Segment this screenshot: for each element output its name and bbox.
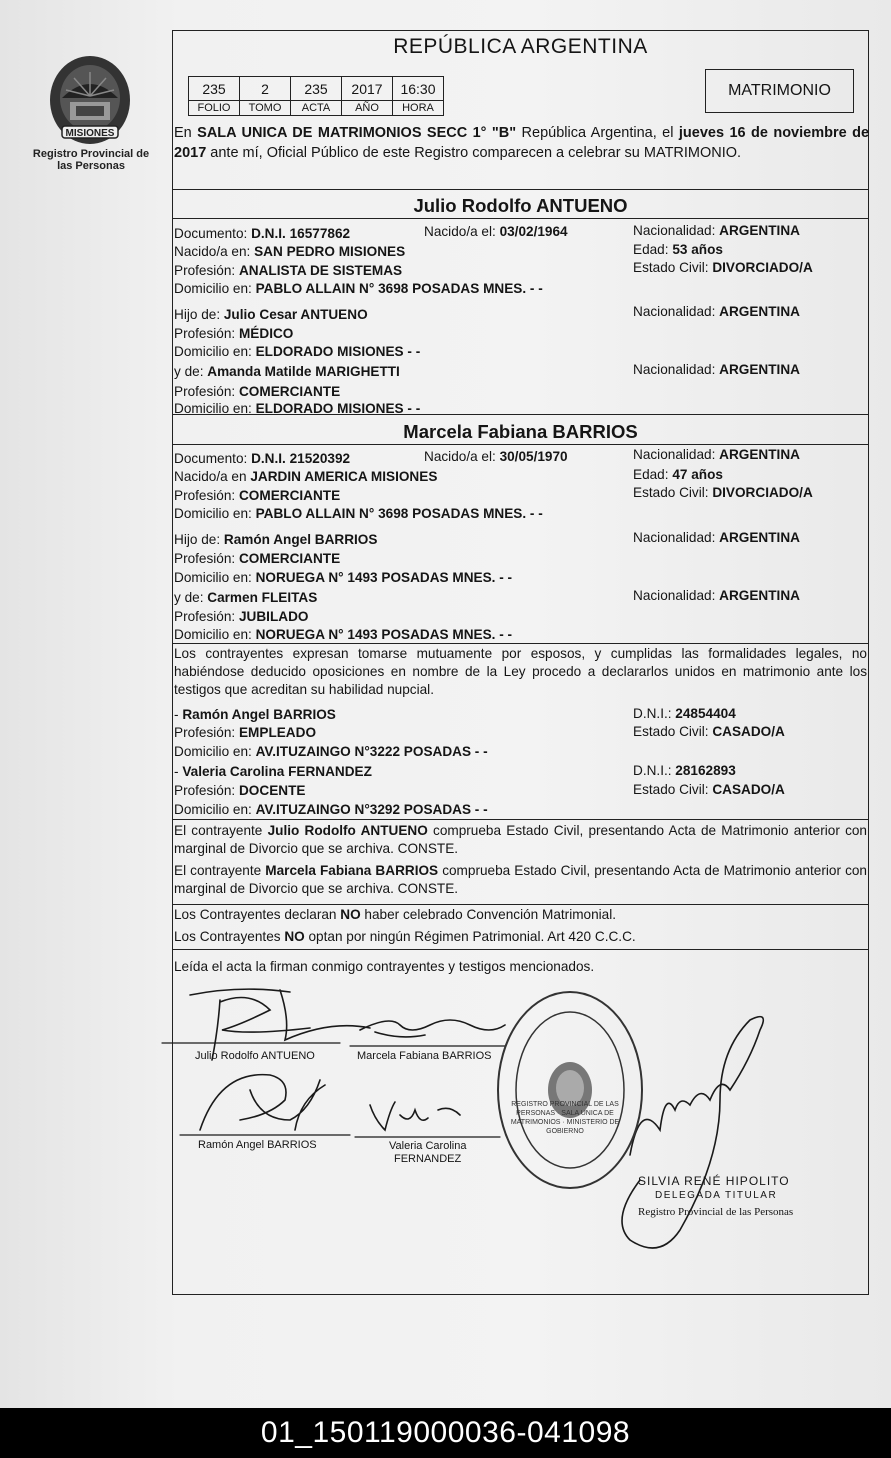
- bride-father-nationality: Nacionalidad: ARGENTINA: [633, 530, 800, 545]
- groom-mother-profession: Profesión: COMERCIANTE: [174, 384, 341, 399]
- logo-caption: Registro Provincial de las Personas: [32, 148, 150, 172]
- official-role: DELEGADA TITULAR: [655, 1190, 778, 1201]
- witness-1-civil-status: Estado Civil: CASADO/A: [633, 724, 785, 739]
- intro-text: En: [174, 125, 198, 141]
- bride-father-profession: Profesión: COMERCIANTE: [174, 551, 341, 566]
- groom-mother: y de: Amanda Matilde MARIGHETTI: [174, 364, 400, 379]
- patrimonial-regime-note: Los Contrayentes NO optan por ningún Régimen Patrimonial. Art 420 C.C.C.: [174, 929, 636, 944]
- groom-civil-status-note: El contrayente Julio Rodolfo ANTUENO comprueba Estado Civil, presentando Acta de Matrimonio anterior con marginal de Divorcio que se archiva. CONSTE.: [174, 823, 867, 856]
- groom-profession: Profesión: ANALISTA DE SISTEMAS: [174, 263, 403, 278]
- witness-1-dni: D.N.I.: 24854404: [633, 706, 736, 721]
- official-name: SILVIA RENÉ HIPOLITO: [638, 1174, 790, 1188]
- document-barcode-id: 01_150119000036-041098: [0, 1408, 891, 1458]
- witness-2-profession: Profesión: DOCENTE: [174, 783, 306, 798]
- groom-father-profession: Profesión: MÉDICO: [174, 326, 294, 341]
- divider: [172, 904, 869, 905]
- divider: [172, 189, 869, 190]
- reference-table: [188, 76, 444, 116]
- signature-label-witness-2-surname: FERNANDEZ: [394, 1153, 462, 1165]
- intro-text: República Argentina, el: [516, 125, 679, 141]
- bride-profession: Profesión: COMERCIANTE: [174, 488, 341, 503]
- bride-address: Domicilio en: PABLO ALLAIN N° 3698 POSADAS MNES. - -: [174, 506, 543, 521]
- country-title: REPÚBLICA ARGENTINA: [393, 35, 648, 58]
- groom-age: Edad: 53 años: [633, 242, 723, 257]
- acta-label: ACTA: [291, 101, 342, 116]
- bride-nationality: Nacionalidad: ARGENTINA: [633, 447, 800, 462]
- bride-age: Edad: 47 años: [633, 467, 723, 482]
- hour-value: 16:30: [393, 77, 444, 101]
- stamp-text: REGISTRO PROVINCIAL DE LAS PERSONAS · SALA UNICA DE MATRIMONIOS · MINISTERIO DE GOBIERNO: [510, 1101, 620, 1135]
- divider: [172, 819, 869, 820]
- official-organization: Registro Provincial de las Personas: [638, 1206, 794, 1218]
- bride-father-address: Domicilio en: NORUEGA N° 1493 POSADAS MNES. - -: [174, 570, 513, 585]
- groom-mother-nationality: Nacionalidad: ARGENTINA: [633, 362, 800, 377]
- year-value: 2017: [342, 77, 393, 101]
- witness-1-name: - Ramón Angel BARRIOS: [174, 707, 336, 722]
- groom-name-heading: Julio Rodolfo ANTUENO: [413, 195, 628, 216]
- groom-father: Hijo de: Julio Cesar ANTUENO: [174, 307, 368, 322]
- closing-statement: Leída el acta la firman conmigo contrayentes y testigos mencionados.: [174, 959, 595, 974]
- declaration-paragraph: Los contrayentes expresan tomarse mutuamente por esposos, y cumplidas las formalidades legales, no habiéndose deducido oposiciones en nombre de la Ley procedo a declararlos unidos en matrimonio ante los testigos que acreditan su habilidad nupcial.: [174, 646, 867, 697]
- signature-label-witness-1: Ramón Angel BARRIOS: [198, 1139, 317, 1151]
- signatures-area: [160, 980, 800, 1280]
- logo-text: MISIONES: [65, 128, 115, 139]
- witness-2-signature: [370, 1102, 460, 1130]
- bride-mother-address: Domicilio en: NORUEGA N° 1493 POSADAS MNES. - -: [174, 627, 513, 642]
- year-label: AÑO: [342, 101, 393, 116]
- witness-1-signature: [200, 1075, 325, 1130]
- groom-father-address: Domicilio en: ELDORADO MISIONES - -: [174, 344, 421, 359]
- misiones-coat-of-arms-logo: [40, 50, 140, 150]
- intro-text: ante mí, Oficial Público de este Registro comparecen a celebrar su MATRIMONIO.: [206, 145, 742, 161]
- witness-2-civil-status: Estado Civil: CASADO/A: [633, 782, 785, 797]
- folio-label: FOLIO: [189, 101, 240, 116]
- divider: [172, 444, 869, 445]
- bride-mother-profession: Profesión: JUBILADO: [174, 609, 309, 624]
- groom-birthdate: Nacido/a el: 03/02/1964: [424, 224, 568, 239]
- bride-father: Hijo de: Ramón Angel BARRIOS: [174, 532, 378, 547]
- bride-name-heading: Marcela Fabiana BARRIOS: [403, 421, 638, 442]
- witness-2-name: - Valeria Carolina FERNANDEZ: [174, 764, 372, 779]
- groom-father-nationality: Nacionalidad: ARGENTINA: [633, 304, 800, 319]
- groom-address: Domicilio en: PABLO ALLAIN N° 3698 POSADAS MNES. - -: [174, 281, 543, 296]
- tomo-label: TOMO: [240, 101, 291, 116]
- groom-civil-status: Estado Civil: DIVORCIADO/A: [633, 260, 813, 275]
- ceremony-date: jueves 16 de noviembre de 2017: [174, 125, 870, 161]
- bride-birthdate: Nacido/a el: 30/05/1970: [424, 449, 568, 464]
- folio-value: 235: [189, 77, 240, 101]
- registry-stamp: [498, 992, 642, 1188]
- signature-label-groom: Julio Rodolfo ANTUENO: [195, 1050, 315, 1062]
- act-type-badge: MATRIMONIO: [705, 69, 854, 113]
- tomo-value: 2: [240, 77, 291, 101]
- bride-mother: y de: Carmen FLEITAS: [174, 590, 318, 605]
- groom-nationality: Nacionalidad: ARGENTINA: [633, 223, 800, 238]
- witness-1-address: Domicilio en: AV.ITUZAINGO N°3222 POSADAS - -: [174, 744, 488, 759]
- signature-label-witness-2: Valeria Carolina: [389, 1140, 467, 1152]
- divider: [172, 949, 869, 950]
- bride-mother-nationality: Nacionalidad: ARGENTINA: [633, 588, 800, 603]
- groom-mother-address: Domicilio en: ELDORADO MISIONES - -: [174, 401, 421, 416]
- bride-civil-status: Estado Civil: DIVORCIADO/A: [633, 485, 813, 500]
- bride-birthplace: Nacido/a en JARDIN AMERICA MISIONES: [174, 469, 438, 484]
- groom-document: Documento: D.N.I. 16577862: [174, 226, 351, 241]
- divider: [172, 218, 869, 219]
- acta-value: 235: [291, 77, 342, 101]
- witness-2-dni: D.N.I.: 28162893: [633, 763, 736, 778]
- signature-label-bride: Marcela Fabiana BARRIOS: [357, 1050, 492, 1062]
- groom-birthplace: Nacido/a en: SAN PEDRO MISIONES: [174, 244, 406, 259]
- convention-note: Los Contrayentes declaran NO haber celebrado Convención Matrimonial.: [174, 907, 617, 922]
- witness-2-address: Domicilio en: AV.ITUZAINGO N°3292 POSADAS - -: [174, 802, 488, 817]
- hour-label: HORA: [393, 101, 444, 116]
- bride-signature: [360, 1020, 505, 1037]
- bride-document: Documento: D.N.I. 21520392: [174, 451, 351, 466]
- witness-1-profession: Profesión: EMPLEADO: [174, 725, 317, 740]
- office-name: SALA UNICA DE MATRIMONIOS SECC 1° "B": [197, 125, 517, 141]
- intro-paragraph: [174, 123, 869, 163]
- bride-civil-status-note: El contrayente Marcela Fabiana BARRIOS comprueba Estado Civil, presentando Acta de Matrimonio anterior con marginal de Divorcio que se archiva. CONSTE.: [174, 863, 867, 896]
